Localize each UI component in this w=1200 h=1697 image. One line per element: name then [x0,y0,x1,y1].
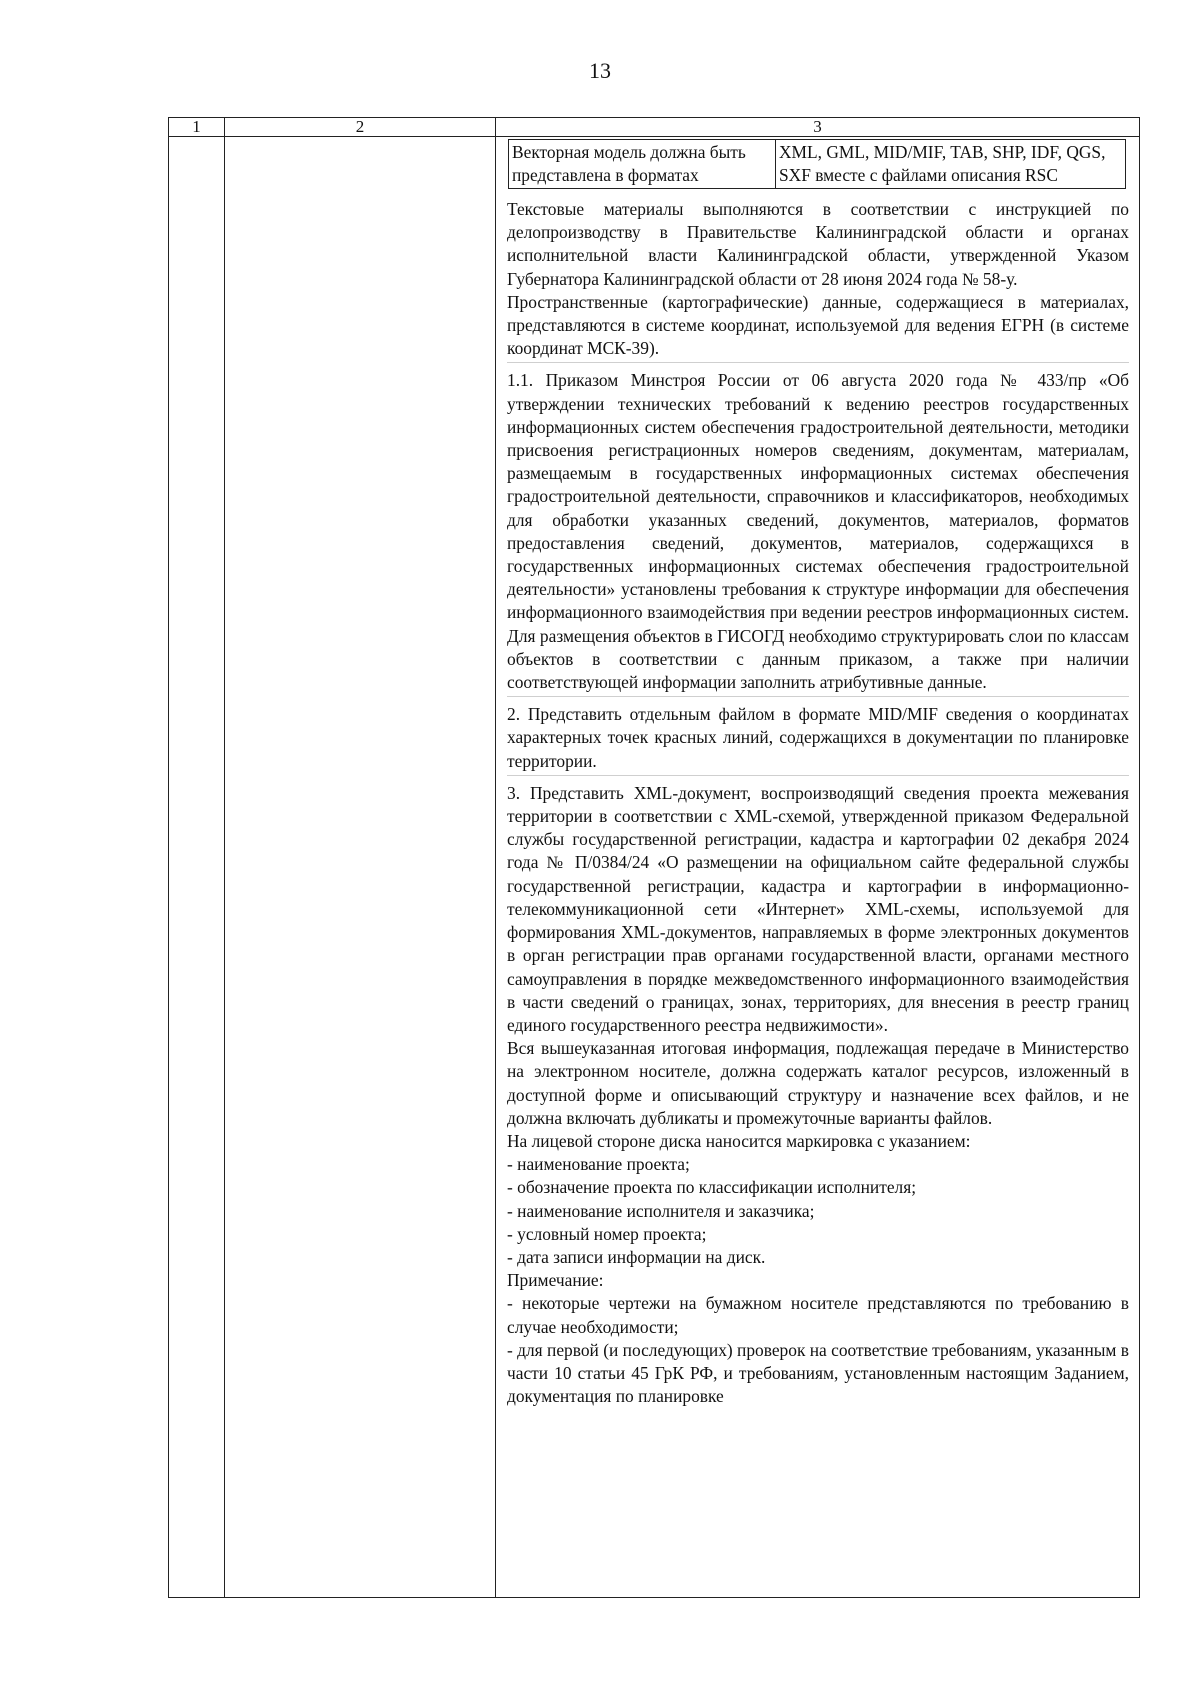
format-table [508,139,1126,189]
paragraph: - наименование исполнителя и заказчика; [507,1200,815,1221]
header-col-2: 2 [225,118,496,137]
paragraph: Пространственные (картографические) данные, содержащиеся в материалах, представляются в системе координат, используемой для ведения ЕГРН (в системе координат МСК-39). [507,291,1129,359]
paragraph: - дата записи информации на диск. [507,1246,766,1267]
requirements-text [496,137,1139,1410]
paragraph: Примечание: [507,1270,604,1291]
format-label: Векторная модель должна быть представлена в форматах [509,140,776,189]
text-block [507,369,1129,697]
header-col-3: 3 [496,118,1140,137]
text-block [507,198,1129,363]
format-value: XML, GML, MID/MIF, TAB, SHP, IDF, QGS, SXF вместе с файлами описания RSC [776,140,1126,189]
paragraph: 1.1. Приказом Минстроя России от 06 августа 2020 года № 433/пр «Об утверждении технических требований к ведению реестров государственных информационных систем обеспечения градостроительной деятельности, методики присвоения регистрационных номеров сведениям, документам, материалам, размещаемым в государственных информационных системах обеспечения градостроительной деятельности, справочников и классификаторов, необходимых для обработки указанных сведений, документов, материалов, форматов предоставления сведений, документов, материалов, содержащихся в государственных информационных системах обеспечения градостроительной деятельности» установлены требования к структуре информации для обеспечения информационного взаимодействия при ведении реестров информационных систем. Для размещения объектов в ГИСОГД необходимо структурировать слои по классам объектов в соответствии с данным приказом, а также при наличии соответствующей информации заполнить атрибутивные данные. [507,370,1129,693]
paragraph: Текстовые материалы выполняются в соответствии с инструкцией по делопроизводству в Правительстве Калининградской области и органах исполнительной власти Калининградской области, утвержденной Указом Губернатора Калининградской области от 28 июня 2024 года № 58-у. [507,199,1129,289]
text-block [507,703,1129,776]
table-body-row [169,137,1140,1598]
page-number: 13 [589,58,611,83]
document-table [168,117,1140,1598]
paragraph: Вся вышеуказанная итоговая информация, подлежащая передаче в Министерство на электронном носителе, должна содержать каталог ресурсов, изложенный в доступной форме и описывающий структуру и назначение всех файлов, и не должна включать дубликаты и промежуточные варианты файлов. [507,1038,1129,1128]
paragraph: 3. Представить XML-документ, воспроизводящий сведения проекта межевания территории в соответствии с XML-схемой, утвержденной приказом Федеральной службы государственной регистрации, кадастра и картографии 02 декабря 2024 года № П/0384/24 «О размещении на официальном сайте федеральной службы государственной регистрации, кадастра и картографии в информационно-телекоммуникационной сети «Интернет» XML-схемы, используемой для формирования XML-документов, направляемых в форме электронных документов в орган регистрации прав органами государственной власти, органами местного самоуправления в порядке межведомственного информационного взаимодействия в части сведений о границах, зонах, территориях, для внесения в реестр границ единого государственного реестра недвижимости». [507,782,1129,1035]
body-col-3 [496,137,1140,1598]
body-col-2 [225,137,496,1598]
paragraph: На лицевой стороне диска наносится маркировка с указанием: [507,1130,971,1151]
text-blocks [507,198,1129,1410]
paragraph: - некоторые чертежи на бумажном носителе представляются по требованию в случае необходимости; [507,1293,1129,1337]
text-block [507,782,1129,1410]
table-header-row [169,118,1140,137]
body-col-1 [169,137,225,1598]
paragraph: - наименование проекта; [507,1154,690,1175]
paragraph: - для первой (и последующих) проверок на соответствие требованиям, указанным в части 10 статьи 45 ГрК РФ, и требованиям, установленным настоящим Заданием, документация по планировке [507,1339,1129,1407]
paragraph: 2. Представить отдельным файлом в формате MID/MIF сведения о координатах характерных точек красных линий, содержащихся в документации по планировке территории. [507,704,1129,771]
header-col-1: 1 [169,118,225,137]
paragraph: - обозначение проекта по классификации исполнителя; [507,1177,917,1198]
paragraph: - условный номер проекта; [507,1223,707,1244]
